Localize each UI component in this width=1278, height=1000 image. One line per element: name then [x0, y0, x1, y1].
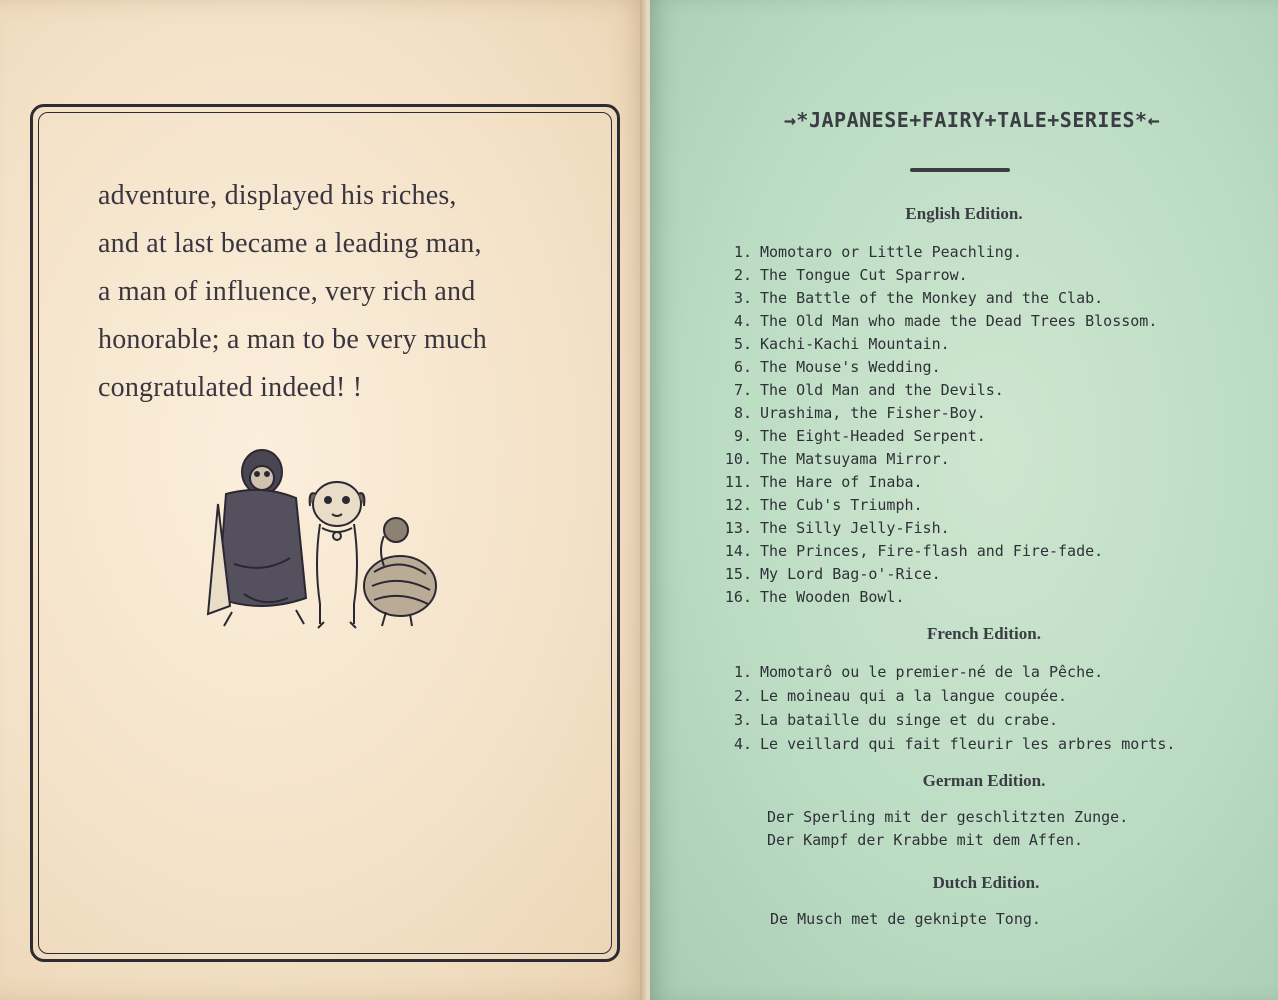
english-edition-list — [714, 241, 1157, 609]
list-item: 15. My Lord Bag-o'-Rice. — [724, 565, 941, 583]
list-item: 12. The Cub's Triumph. — [724, 496, 923, 514]
story-line: adventure, displayed his riches, — [98, 180, 457, 211]
list-item: 1. Momotarô ou le premier-né de la Pêche. — [733, 663, 1104, 681]
list-item: 4. The Old Man who made the Dead Trees Blossom. — [733, 312, 1158, 330]
story-text — [98, 172, 558, 412]
list-item: 10. The Matsuyama Mirror. — [724, 450, 950, 468]
dog-icon — [310, 482, 365, 628]
dutch-edition-heading: Dutch Edition. — [932, 873, 1040, 892]
list-item: 13. The Silly Jelly-Fish. — [724, 519, 950, 537]
list-item: 14. The Princes, Fire-flash and Fire-fade. — [724, 542, 1104, 560]
story-line: a man of influence, very rich and — [98, 276, 476, 307]
list-item: Der Kampf der Krabbe mit dem Affen. — [767, 831, 1084, 849]
french-edition-heading: French Edition. — [927, 624, 1041, 643]
list-item: 6. The Mouse's Wedding. — [733, 358, 941, 376]
list-item: 5. Kachi-Kachi Mountain. — [733, 335, 950, 353]
list-item: 9. The Eight-Headed Serpent. — [733, 427, 986, 445]
list-item: 16. The Wooden Bowl. — [724, 588, 905, 606]
story-line: congratulated indeed! ! — [98, 372, 363, 403]
german-edition-heading: German Edition. — [922, 771, 1046, 790]
dutch-edition-list — [770, 908, 1041, 931]
story-line: and at last became a leading man, — [98, 228, 482, 259]
list-item: 4. Le veillard qui fait fleurir les arbres morts. — [733, 735, 1176, 753]
list-item: 7. The Old Man and the Devils. — [733, 381, 1004, 399]
series-title: →*JAPANESE+FAIRY+TALE+SERIES*← — [783, 108, 1161, 132]
list-item: 1. Momotaro or Little Peachling. — [733, 243, 1022, 261]
list-item: De Musch met de geknipte Tong. — [770, 910, 1041, 928]
list-item: Der Sperling mit der geschlitzten Zunge. — [767, 808, 1129, 826]
list-item: 2. The Tongue Cut Sparrow. — [733, 266, 968, 284]
list-item: 11. The Hare of Inaba. — [724, 473, 923, 491]
story-line: honorable; a man to be very much — [98, 324, 487, 355]
english-edition-heading: English Edition. — [905, 204, 1023, 223]
pheasant-icon — [364, 518, 436, 626]
list-item: 3. The Battle of the Monkey and the Clab. — [733, 289, 1104, 307]
title-divider — [910, 168, 1010, 172]
list-item: 2. Le moineau qui a la langue coupée. — [733, 687, 1068, 705]
list-item: 8. Urashima, the Fisher-Boy. — [733, 404, 986, 422]
french-edition-list — [714, 660, 1175, 756]
monkey-icon — [208, 450, 306, 626]
monkey-dog-pheasant-illustration — [204, 444, 444, 634]
german-edition-list — [767, 806, 1128, 852]
list-item: 3. La bataille du singe et du crabe. — [733, 711, 1059, 729]
